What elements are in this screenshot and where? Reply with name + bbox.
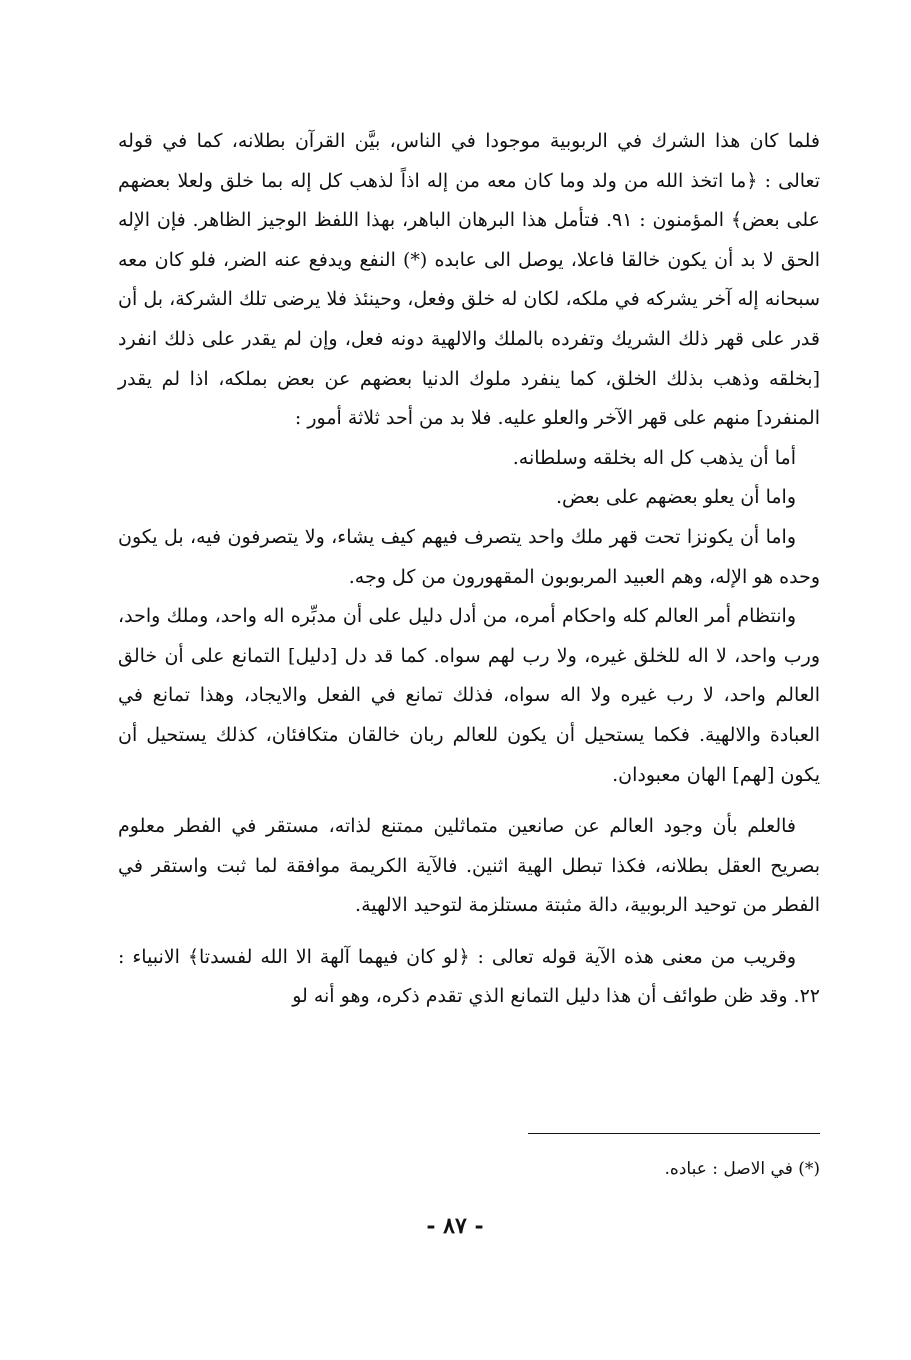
page-number: - ٨٧ -	[426, 1213, 484, 1239]
paragraph-4: واما أن يكونزا تحت قهر ملك واحد يتصرف فيهم كيف يشاء، ولا يتصرفون فيه، بل يكون وحده هو الإله، وهم العبيد المربوبون المقهورون من كل وجه.	[118, 525, 820, 588]
paragraph-6: فالعلم بأن وجود العالم عن صانعين متماثلين ممتنع لذاته، مستقر في الفطر معلوم بصريح العقل بطلانه، فكذا تبطل الهية اثنين. فالآية الكريمة موافقة لما ثبت واستقر في الفطر من توحيد الربوبية، دالة مثبتة مستلزمة لتوحيد الالهية.	[118, 815, 820, 917]
paragraph-3: واما أن يعلو بعضهم على بعض.	[556, 486, 796, 509]
paragraph-1: فلما كان هذا الشرك في الربوبية موجودا في الناس، بيَّن القرآن بطلانه، كما في قوله تعالى : ﴿ما اتخذ الله من ولد وما كان معه من إله اذاً لذهب كل إله بما خلق ولعلا بعضهم على بعض﴾ المؤمنون : ٩١. فتأمل هذا البرهان الباهر، بهذا اللفظ الوجيز الظاهر. فإن الإله الحق لا بد أن يكون خالقا فاعلا، يوصل الى عابده (*) النفع ويدفع عنه الضر، فلو كان معه سبحانه إله آخر يشركه في ملكه، لكان له خلق وفعل، وحينئذ فلا يرضى تلك الشركة، بل أن قدر على قهر ذلك الشريك وتفرده بالملك والالهية دونه فعل، وإن لم يقدر على ذلك انفرد [بخلقه وذهب بذلك الخلق، كما ينفرد ملوك الدنيا بعضهم عن بعض بملكه، اذا لم يقدر المنفرد] منهم على قهر الآخر والعلو عليه. فلا بد من أحد ثلاثة أمور :	[118, 130, 820, 430]
page-body	[118, 122, 820, 1017]
footnote: (*) في الاصل : عباده.	[664, 1159, 820, 1179]
paragraph-5: وانتظام أمر العالم كله واحكام أمره، من أدل دليل على أن مدبِّره اله واحد، وملك واحد، ورب واحد، لا اله للخلق غيره، ولا رب لهم سواه. كما قد دل [دليل] التمانع على أن خالق العالم واحد، لا رب غيره ولا اله سواه، فذلك تمانع في الفعل والايجاد، وهذا تمانع في العبادة والالهية. فكما يستحيل أن يكون للعالم ربان خالقان متكافئان، كذلك يستحيل أن يكون [لهم] الهان معبودان.	[118, 605, 820, 786]
footnote-divider	[528, 1133, 820, 1134]
paragraph-7: وقريب من معنى هذه الآية قوله تعالى : ﴿لو كان فيهما آلهة الا الله لفسدتا﴾ الانبياء : ٢٢. وقد ظن طوائف أن هذا دليل التمانع الذي تقدم ذكره، وهو أنه لو	[118, 945, 820, 1008]
paragraph-2: أما أن يذهب كل اله بخلقه وسلطانه.	[512, 446, 796, 469]
